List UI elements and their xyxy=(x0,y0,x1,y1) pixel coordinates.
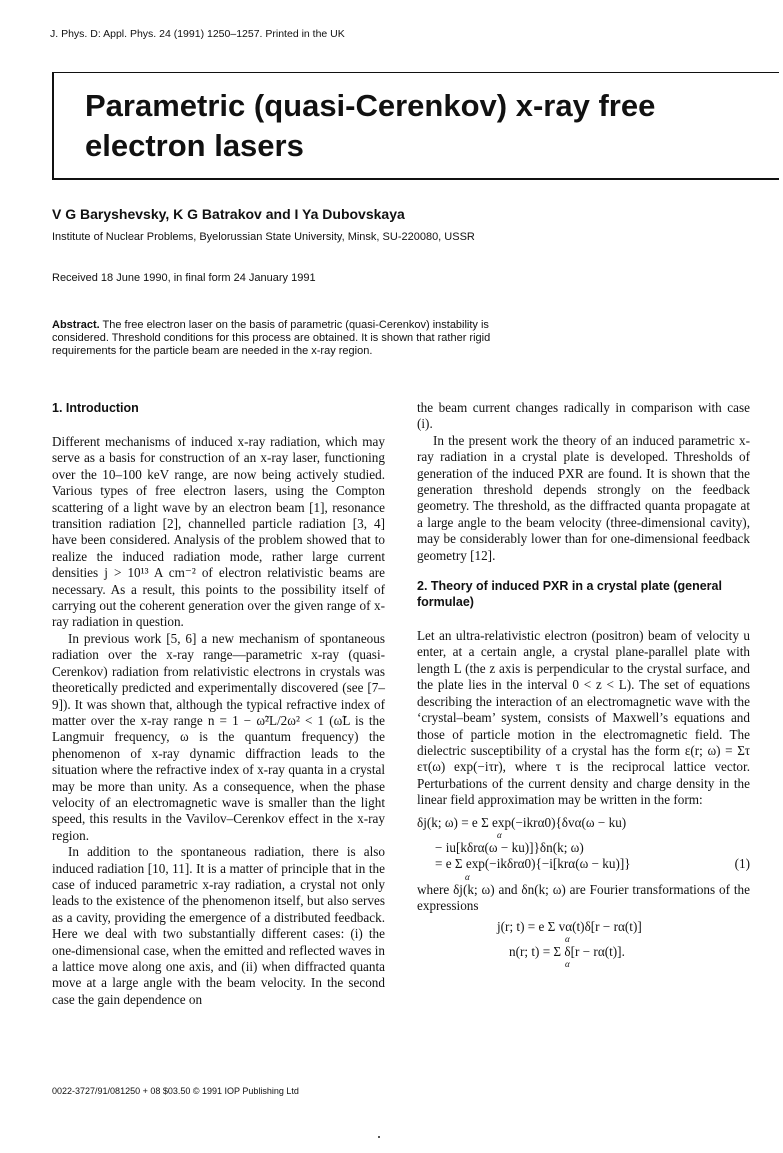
section-heading-theory: 2. Theory of induced PXR in a crystal plate (general formulae) xyxy=(417,579,722,610)
paragraph: In previous work [5, 6] a new mechanism of spontaneous radiation over the x-ray range—parametric x-ray (quasi-Cerenkov) radiation from relativistic electrons in crystals was theoretically predicted and experimentally discovered (see [7–9]). It was shown that, although the typical refractive index of matter over the x-ray range n = 1 − ω̃²L/2ω² < 1 (ω̃L is the Langmuir frequency, ω is the quantum frequency) the phenomenon of x-ray dynamic diffraction leads to the situation where the refractive index of x-ray quanta in a crystal may be more than unity. As a consequence, when the phase velocity of an electromagnetic wave is smaller than the light speed, this results in the Vavilov–Cerenkov effect in the x-ray region. xyxy=(52,630,385,843)
abstract-text: The free electron laser on the basis of parametric (quasi-Cerenkov) instability is considered. Threshold conditions for this process are obtained. It is shown that rather rigid requirements for the particle beam are needed in the x-ray region. xyxy=(52,319,491,357)
received-date: Received 18 June 1990, in final form 24 January 1991 xyxy=(52,272,316,284)
page-mark xyxy=(378,1136,380,1138)
equation-2: j(r; t) = e Σ vα(t)δ[r − rα(t)] xyxy=(497,918,642,934)
paragraph: Let an ultra-relativistic electron (positron) beam of velocity u enter, at a certain angle, a crystal plane-parallel plate with length L (the z axis is perpendicular to the crystal surface, and the plate lies in the interval 0 < z < L). The set of equations describing the interaction of an electromagnetic wave with the ‘crystal–beam’ system, consists of Maxwell’s equations and those of particle motion in the electromagnetic field. The dielectric susceptibility of a crystal has the form ε(r; ω) = Στ ετ(ω) exp(−iτr), where τ is the reciprocal lattice vector. Perturbations of the current density and charge density in the linear field approximation may be written in the form: xyxy=(417,628,750,808)
abstract xyxy=(52,319,522,358)
equation-subscript: α xyxy=(565,933,570,944)
abstract-label: Abstract. xyxy=(52,319,100,331)
paper-title xyxy=(85,86,745,166)
left-column xyxy=(52,400,385,1008)
equation-number: (1) xyxy=(734,856,750,872)
section-heading-introduction: 1. Introduction xyxy=(52,401,139,415)
equation-subscript: α xyxy=(465,871,470,882)
equation-line: − iu[kδrα(ω − ku)]}δn(k; ω) xyxy=(435,839,584,855)
paragraph: where δj(k; ω) and δn(k; ω) are Fourier transformations of the expressions xyxy=(417,881,750,914)
paragraph: Different mechanisms of induced x-ray radiation, which may serve as a basis for construction of an x-ray laser, functioning over the 10–100 keV range, are now being actively studied. Various types of free electron lasers, using the Compton scattering of a light wave by an electron beam [1], resonance transition radiation [2], channelled particle radiation [3, 4] have been considered. Analysis of the problem showed that to realize the induced radiation mode, rather large current densities j > 10¹³ A cm⁻² of electron relativistic beams are necessary. As a result, this points to the possibility itself of carrying out the coherent generation over the given range of x-ray radiation in question. xyxy=(52,434,385,630)
paragraph: In addition to the spontaneous radiation, there is also induced radiation [10, 11]. It is a matter of principle that in the case of induced parametric x-ray radiation, a crystal not only leads to the existence of the phenomenon itself, but also serves as a cavity, providing the emergence of a distributed feedback. Here we deal with two substantially different cases: (i) the one-dimensional case, when the emitted and reflected waves in a lattice move along one axis, and (ii) when diffracted quanta move at a large angle with the beam velocity. In the second case the gain dependence on xyxy=(52,844,385,1007)
equation-line: δj(k; ω) = e Σ exp(−ikrα0){δvα(ω − ku) xyxy=(417,814,627,830)
equation-line: = e Σ exp(−ikδrα0){−i[krα(ω − ku)]} xyxy=(435,856,631,872)
journal-citation: J. Phys. D: Appl. Phys. 24 (1991) 1250–1257. Printed in the UK xyxy=(50,28,345,40)
copyright-footer: 0022-3727/91/081250 + 08 $03.50 © 1991 IOP Publishing Ltd xyxy=(52,1086,299,1096)
equation-1 xyxy=(417,815,750,882)
title-line-2: electron lasers xyxy=(85,128,304,163)
affiliation: Institute of Nuclear Problems, Byelorussian State University, Minsk, SU-220080, USSR xyxy=(52,231,475,243)
paragraph: the beam current changes radically in comparison with case (i). xyxy=(417,400,750,432)
equation-3: n(r; t) = Σ δ[r − rα(t)]. xyxy=(509,943,625,959)
paragraph: In the present work the theory of an induced parametric x-ray radiation in a crystal plate is developed. Thresholds of generation of the induced PXR are found. It is shown that the generation threshold depends strongly on the feedback geometry. The threshold, as the diffracted quanta propagate at a large angle to the beam velocity (three-dimensional cavity), may be considerably lower than for one-dimensional feedback geometry [12]. xyxy=(417,432,750,563)
authors: V G Baryshevsky, K G Batrakov and I Ya Dubovskaya xyxy=(52,206,405,222)
equation-subscript: α xyxy=(497,829,502,840)
right-column xyxy=(417,400,750,969)
title-line-1: Parametric (quasi-Cerenkov) x-ray free xyxy=(85,88,656,123)
equation-subscript: α xyxy=(565,959,570,970)
